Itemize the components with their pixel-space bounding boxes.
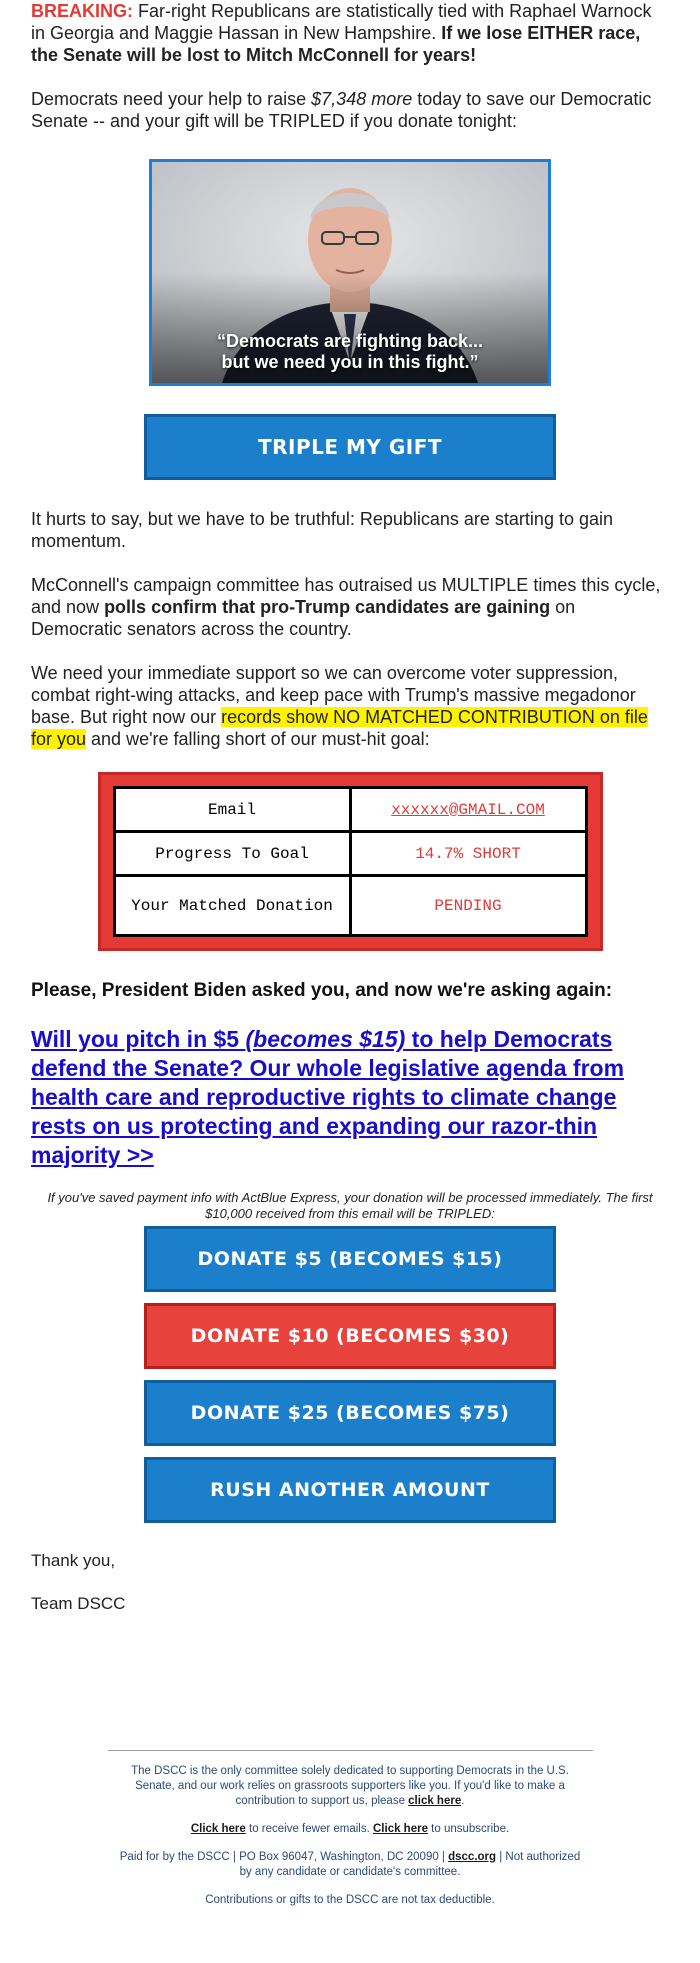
express-note: If you've saved payment info with ActBlue Express, your donation will be processed immediately. The first $10,000 received from this email will be TRIPLED: bbox=[47, 1190, 653, 1221]
dscc-site-link[interactable]: dscc.org bbox=[448, 1851, 497, 1863]
footer bbox=[115, 1751, 585, 1908]
donate-10-button[interactable]: DONATE $10 (BECOMES $30) bbox=[144, 1303, 556, 1369]
rush-another-amount-button[interactable]: RUSH ANOTHER AMOUNT bbox=[144, 1457, 556, 1523]
momentum-paragraph: It hurts to say, but we have to be truthful: Republicans are starting to gain momentum. bbox=[31, 509, 613, 551]
pitch-in-post: to help Democrats defend the Senate? Our whole legislative agenda from health care and reproductive rights to climate change rests on us protecting and expanding our razor-thin majority >> bbox=[31, 1026, 625, 1168]
donate-5-button[interactable]: DONATE $5 (BECOMES $15) bbox=[144, 1226, 556, 1292]
thank-you-text: Thank you, bbox=[31, 1551, 116, 1570]
ask-headline: Please, President Biden asked you, and now we're asking again: bbox=[31, 980, 613, 1001]
progress-table-box bbox=[98, 772, 603, 951]
pitch-in-pre: Will you pitch in $5 bbox=[31, 1026, 246, 1052]
email-value-cell bbox=[350, 788, 586, 832]
signature-text: Team DSCC bbox=[31, 1594, 126, 1613]
email-label: Email bbox=[114, 788, 350, 832]
pitch-in-link[interactable] bbox=[31, 1025, 669, 1170]
support-post: and we're falling short of our must-hit goal: bbox=[86, 729, 430, 749]
triple-my-gift-button[interactable]: TRIPLE MY GIFT bbox=[144, 414, 556, 480]
breaking-text: Far-right Republicans are statistically tied with Raphael Warnock in Georgia and Maggie Hassan in New Hampshire. bbox=[31, 1, 652, 43]
donate-25-button[interactable]: DONATE $25 (BECOMES $75) bbox=[144, 1380, 556, 1446]
raise-pre: Democrats need your help to raise bbox=[31, 89, 312, 109]
footer-about bbox=[115, 1764, 585, 1809]
table-row bbox=[114, 876, 586, 936]
raise-post: today to save our Democratic Senate -- and your gift will be TRIPLED if you donate tonight: bbox=[31, 89, 652, 131]
support-pre: We need your immediate support so we can overcome voter suppression, combat right-wing attacks, and keep pace with Trump's massive megadonor base. But right now our bbox=[31, 663, 636, 727]
paid-for-text: Paid for by the DSCC | PO Box 96047, Washington, DC 20090 | bbox=[119, 1851, 449, 1863]
hero-photo-link[interactable] bbox=[149, 159, 551, 386]
footer-about-end: . bbox=[461, 1795, 465, 1807]
outraised-paragraph bbox=[31, 574, 669, 640]
support-highlight: records show NO MATCHED CONTRIBUTION on file for you bbox=[31, 707, 648, 749]
photo-quote-line-1: “Democrats are fighting back... bbox=[216, 331, 484, 351]
paid-for-end: | Not authorized by any candidate or candidate's committee. bbox=[239, 1851, 581, 1878]
unsubscribe-text: to unsubscribe. bbox=[427, 1823, 510, 1835]
footer-tax-note: Contributions or gifts to the DSCC are not tax deductible. bbox=[205, 1894, 495, 1906]
table-row bbox=[114, 832, 586, 876]
progress-table bbox=[113, 786, 588, 937]
fewer-emails-link[interactable]: Click here bbox=[190, 1823, 246, 1835]
matched-donation-label: Your Matched Donation bbox=[114, 876, 350, 936]
table-row bbox=[114, 788, 586, 832]
breaking-label: BREAKING: bbox=[31, 1, 133, 21]
footer-paid-for bbox=[115, 1850, 585, 1880]
photo-quote-line-2: but we need you in this fight.” bbox=[221, 352, 479, 372]
breaking-paragraph bbox=[31, 0, 669, 66]
footer-contribute-link[interactable]: click here bbox=[408, 1795, 462, 1807]
pitch-in-italic: (becomes $15) bbox=[245, 1026, 406, 1052]
email-value-link[interactable]: xxxxxx@GMAIL.COM bbox=[391, 800, 545, 819]
footer-about-text: The DSCC is the only committee solely dedicated to supporting Democrats in the U.S. Senate, and our work relies on grassroots supporters like you. If you'd like to make a contribution to support us, please bbox=[131, 1765, 569, 1807]
raise-amount: $7,348 more bbox=[311, 89, 413, 109]
outraised-pre: McConnell's campaign committee has outraised us MULTIPLE times this cycle, and now bbox=[31, 575, 661, 617]
matched-donation-value: PENDING bbox=[350, 876, 586, 936]
breaking-bold: If we lose EITHER race, the Senate will be lost to Mitch McConnell for years! bbox=[31, 23, 641, 65]
unsubscribe-link[interactable]: Click here bbox=[373, 1823, 428, 1835]
progress-label: Progress To Goal bbox=[114, 832, 350, 876]
progress-value: 14.7% SHORT bbox=[350, 832, 586, 876]
photo-quote bbox=[152, 331, 548, 373]
support-paragraph bbox=[31, 662, 669, 750]
outraised-post: on Democratic senators across the country. bbox=[31, 597, 576, 639]
outraised-bold: polls confirm that pro-Trump candidates are gaining bbox=[104, 597, 551, 617]
fewer-emails-text: to receive fewer emails. bbox=[245, 1823, 373, 1835]
footer-email-prefs bbox=[115, 1822, 585, 1837]
raise-paragraph bbox=[31, 88, 669, 132]
